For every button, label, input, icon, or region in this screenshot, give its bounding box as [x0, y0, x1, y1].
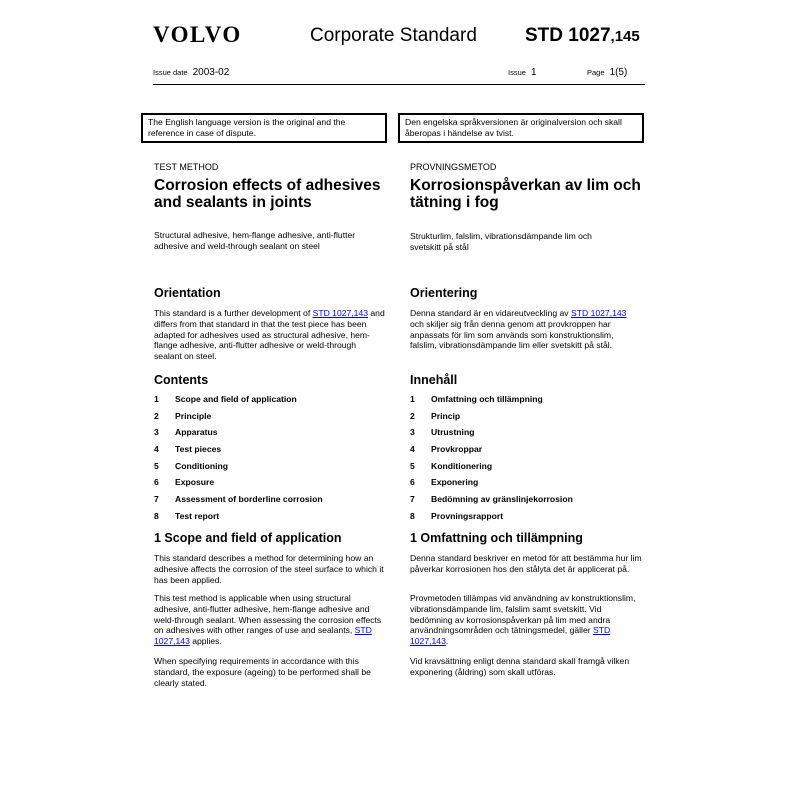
section1-heading-en: 1 Scope and field of application [154, 531, 342, 545]
contents-item-number: 1 [410, 394, 415, 404]
contents-item [410, 411, 642, 428]
contents-item-label: Exposure [175, 477, 215, 488]
contents-item-label: Scope and field of application [175, 394, 297, 404]
contents-item [410, 427, 642, 444]
contents-item-number: 8 [410, 510, 415, 521]
orientation-heading-en: Orientation [154, 286, 221, 300]
contents-item [410, 461, 642, 478]
contents-item-number: 2 [154, 410, 159, 421]
contents-item [410, 444, 642, 461]
page-label: Page [587, 68, 605, 77]
contents-item-number: 4 [154, 444, 159, 455]
contents-item-number: 8 [154, 510, 159, 521]
orientation-heading-sv: Orientering [410, 286, 478, 300]
contents-item-number: 7 [154, 494, 159, 505]
contents-item-number: 5 [154, 460, 159, 471]
section1-heading-sv: 1 Omfattning och tillämpning [410, 531, 583, 545]
contents-item [154, 427, 386, 444]
notice-english: The English language version is the original and the reference in case of dispute. [141, 113, 387, 143]
contents-item-label: Bedömning av gränslinjekorrosion [431, 494, 573, 505]
issue-value: 1 [530, 67, 537, 78]
contents-item [410, 477, 642, 494]
method-label-en: TEST METHOD [154, 162, 219, 172]
std-link[interactable]: STD 1027,143 [312, 308, 369, 318]
contents-item-number: 1 [154, 394, 159, 404]
orientation-text-en [154, 308, 386, 362]
page-value: 1(5) [609, 67, 628, 78]
section1-p2-en [154, 593, 386, 647]
contents-item [410, 494, 642, 511]
contents-item [154, 411, 386, 428]
std-number [525, 25, 640, 47]
contents-item-label: Exponering [431, 477, 479, 488]
contents-item-label: Assessment of borderline corrosion [175, 494, 323, 505]
contents-item-number: 6 [410, 477, 415, 488]
title-en: Corrosion effects of adhesives and sealants in joints [154, 177, 381, 211]
doc-type: Corporate Standard [310, 25, 477, 46]
contents-item-label: Test pieces [175, 444, 222, 455]
section1-p2-sv [410, 593, 642, 647]
contents-list-en [154, 394, 386, 528]
section1-p2-en-post: applies. [189, 636, 222, 647]
std-link[interactable]: STD 1027,143 [410, 625, 611, 647]
contents-item-number: 2 [410, 410, 415, 421]
orientation-text-en-pre: This standard is a further development of [154, 308, 313, 318]
section1-p3-sv: Vid kravsättning enligt denna standard skall framgå vilken exponering (åldring) som skall utföras. [410, 656, 630, 677]
contents-list-sv [410, 394, 642, 528]
title-sv: Korrosionspåverkan av lim och tätning i fog [410, 177, 641, 211]
header-divider [153, 84, 645, 85]
contents-item [410, 511, 642, 528]
std-link[interactable]: STD 1027,143 [571, 308, 627, 318]
contents-item-label: Provningsrapport [431, 510, 504, 521]
contents-item-number: 3 [154, 427, 159, 438]
subtitle-sv: Strukturlim, falslim, vibrationsdämpande lim och svetskitt på stål [410, 231, 592, 252]
std-number-main: STD 1027 [525, 25, 611, 46]
contents-item-label: Princip [431, 410, 461, 421]
contents-heading-sv: Innehåll [410, 373, 458, 387]
contents-item-label: Apparatus [175, 427, 218, 438]
std-number-suffix: ,145 [610, 28, 640, 45]
contents-item [154, 494, 386, 511]
contents-item-number: 7 [410, 494, 415, 505]
subtitle-en: Structural adhesive, hem-flange adhesive, anti-flutter adhesive and weld-through sealant on steel [154, 230, 356, 251]
contents-item-label: Utrustning [431, 427, 475, 438]
contents-item-label: Provkroppar [431, 444, 483, 455]
issue-date-value: 2003-02 [192, 67, 230, 78]
section1-p1-en: This standard describes a method for determining how an adhesive affects the corrosion of the steel surface to which it has been applied. [154, 553, 384, 585]
volvo-logo: VOLVO [153, 22, 242, 47]
contents-item-label: Omfattning och tillämpning [431, 394, 543, 404]
contents-item [154, 477, 386, 494]
contents-item-number: 6 [154, 477, 159, 488]
orientation-text-sv-pre: Denna standard är en vidareutveckling av [410, 308, 571, 318]
orientation-text-sv [410, 308, 642, 351]
contents-item [154, 394, 386, 411]
notice-swedish: Den engelska språkversionen är originalversion och skall åberopas i händelse av tvist. [398, 113, 644, 143]
method-label-sv: PROVNINGSMETOD [410, 162, 497, 172]
section1-p2-en-pre: This test method is applicable when using structural adhesive, anti-flutter adhesive, hem-flange adhesive and weld-through sealant. When assessing the corrosion effects on adhesives with other ranges of use and sealants, [154, 593, 382, 636]
contents-item [154, 511, 386, 528]
contents-item-number: 3 [410, 427, 415, 438]
section1-p2-sv-pre: Provmetoden tillämpas vid användning av konstruktionslim, vibrationsdämpande lim, falslim samt svetskitt. Vid bedömning av korrosionspåverkan på lim med andra användningsområden och tätningsmedel, gäller [410, 593, 636, 636]
orientation-text-en-post: and differs from that standard in that the test piece has been adapted for adhesives used as structural adhesive, hem-flange adhesive, anti-flutter adhesive or weld-through sealant on steel. [154, 308, 385, 362]
contents-heading-en: Contents [154, 373, 209, 387]
std-link[interactable]: STD 1027,143 [154, 625, 372, 647]
issue-date-label: Issue date [153, 68, 188, 77]
page-number [587, 67, 627, 78]
issue-date [153, 67, 229, 78]
issue-label: Issue [508, 68, 526, 77]
section1-p1-sv: Denna standard beskriver en metod för att bestämma hur lim påverkar korrosionen hos den stålyta det är applicerat på. [410, 553, 642, 574]
contents-item-number: 4 [410, 444, 415, 455]
contents-item-number: 5 [410, 460, 415, 471]
contents-item [410, 394, 642, 411]
section1-p2-sv-post: . [445, 636, 449, 647]
orientation-text-sv-post: och skiljer sig från denna genom att provkroppen har anpassats för lim som används som konstruktionslim, falslim, vibrationsdämpande lim eller svetskitt på stål. [410, 318, 614, 351]
contents-item-label: Konditionering [431, 460, 493, 471]
issue [508, 67, 537, 78]
section1-p3-en: When specifying requirements in accordance with this standard, the exposure (ageing) to be performed shall be clearly stated. [154, 656, 371, 688]
contents-item-label: Principle [175, 410, 212, 421]
contents-item-label: Conditioning [175, 460, 228, 471]
contents-item [154, 444, 386, 461]
contents-item [154, 461, 386, 478]
contents-item-label: Test report [175, 510, 220, 521]
